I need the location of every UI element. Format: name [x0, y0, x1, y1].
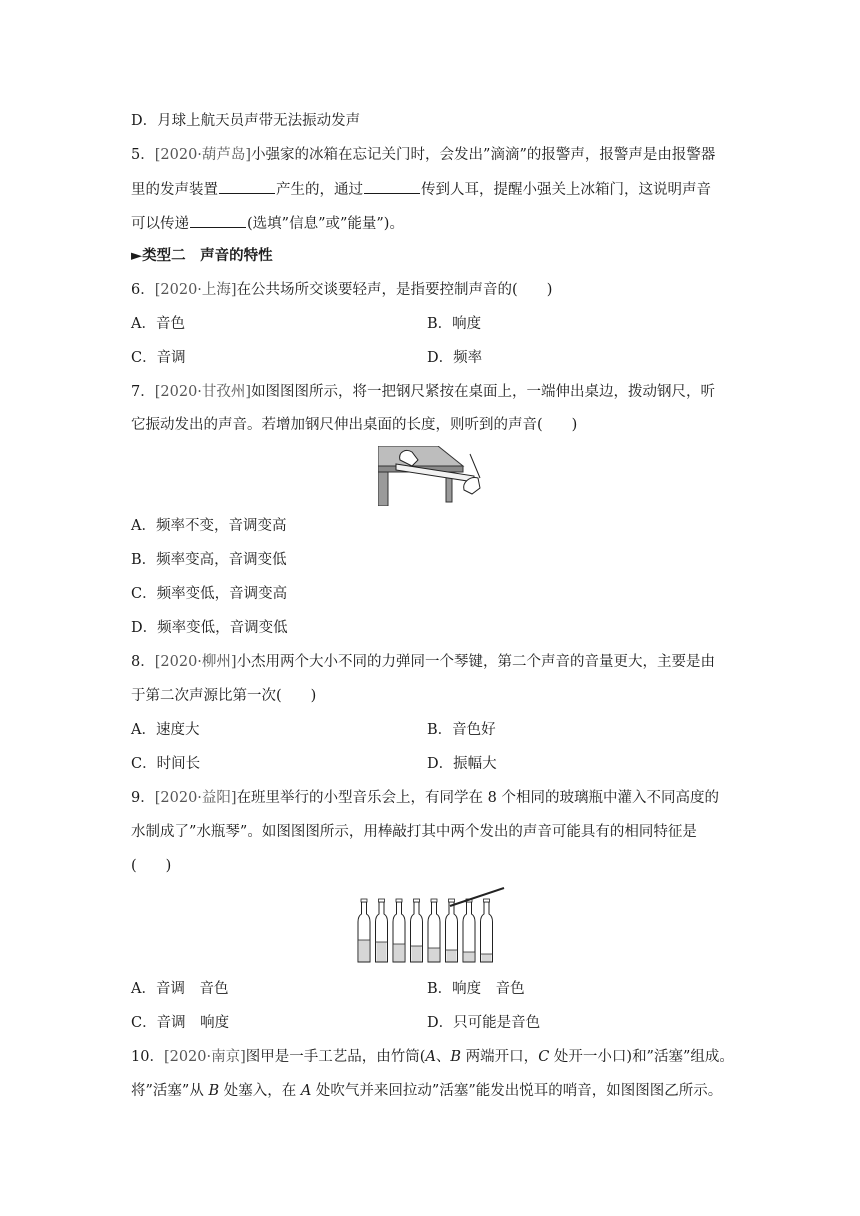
q8-option-b: B．音色好	[427, 722, 496, 738]
q10-label-b: B	[450, 1049, 462, 1065]
bottle	[428, 899, 440, 962]
q4-option-d: D．月球上航天员声带无法振动发声	[131, 113, 361, 129]
q5-text-3a: 可以传递	[131, 216, 189, 232]
q7-option-a: A．频率不变，音调变高	[131, 518, 287, 534]
q7-option-b: B．频率变高，音调变低	[131, 552, 287, 568]
q9-line3: ( )	[131, 858, 172, 874]
q5-line1	[131, 145, 715, 165]
q5-source: [2020·葫芦岛]	[154, 147, 252, 163]
q10-line2	[131, 1081, 722, 1101]
bottle	[463, 899, 475, 962]
bottle-water	[429, 948, 439, 962]
q10-number: 10．	[131, 1049, 164, 1065]
q8-line2: 于第二次声源比第一次( )	[131, 688, 317, 704]
q6-number: 6．	[131, 282, 155, 298]
q9-line1	[131, 788, 719, 808]
ruler-on-table-figure	[378, 446, 482, 506]
q8-option-a: A．速度大	[131, 722, 200, 738]
q5-text-3b: (选填”信息”或”能量”)。	[247, 216, 404, 232]
bottle	[446, 899, 458, 962]
bottle	[376, 899, 388, 962]
bottle-water	[359, 940, 369, 962]
q7-option-d: D．频率变低，音调变低	[131, 620, 288, 636]
q8-line1	[131, 652, 715, 672]
bottle-water	[447, 950, 457, 962]
q6-source: [2020·上海]	[154, 282, 237, 298]
q5-text-2b: 产生的，通过	[276, 182, 363, 198]
q5-blank-1[interactable]	[219, 179, 275, 194]
q6-stem-text: 在公共场所交谈要轻声，是指要控制声音的( )	[236, 282, 553, 298]
q9-source: [2020·益阳]	[154, 790, 237, 806]
bottle-water	[377, 942, 387, 962]
q6-option-d: D．频率	[427, 350, 483, 366]
q5-text-2a: 里的发声装置	[131, 182, 218, 198]
q10-source: [2020·南京]	[163, 1049, 246, 1065]
q9-option-a: A．音调 音色	[131, 981, 229, 997]
q9-stem-1: 在班里举行的小型音乐会上，有同学在 8 个相同的玻璃瓶中灌入不同高度的	[236, 790, 720, 806]
q8-stem-1: 小杰用两个大小不同的力弹同一个琴键，第二个声音的音量更大，主要是由	[236, 654, 716, 670]
q10-text-1b: 两端开口，	[461, 1049, 539, 1065]
q5-blank-2[interactable]	[364, 179, 420, 194]
striking-rod	[450, 888, 504, 906]
q10-text-2a: 将”活塞”从	[131, 1083, 209, 1099]
bottle	[411, 899, 423, 962]
bottle	[358, 899, 370, 962]
bottle	[393, 899, 405, 962]
q8-source: [2020·柳州]	[154, 654, 237, 670]
q6-option-a: A．音色	[131, 316, 185, 332]
q10-sep: 、	[435, 1049, 451, 1065]
q7-line2: 它振动发出的声音。若增加钢尺伸出桌面的长度，则听到的声音( )	[131, 417, 578, 433]
q9-option-c: C．音调 响度	[131, 1015, 230, 1031]
q10-label-c: C	[538, 1049, 550, 1065]
q9-option-b: B．响度 音色	[427, 981, 525, 997]
q10-label-b2: B	[208, 1083, 220, 1099]
q7-stem-1: 如图图图所示，将一把钢尺紧按在桌面上，一端伸出桌边，拨动钢尺，听	[251, 384, 716, 400]
q9-number: 9．	[131, 790, 155, 806]
q10-label-a: A	[425, 1049, 436, 1065]
bottle-water	[412, 946, 422, 962]
q5-line2	[131, 179, 711, 200]
q9-line2: 水制成了”水瓶琴”。如图图图所示，用棒敲打其中两个发出的声音可能具有的相同特征是	[131, 824, 697, 840]
q10-label-a2: A	[300, 1083, 312, 1099]
bottle-water	[394, 944, 404, 962]
q5-text-2c: 传到人耳，提醒小强关上冰箱门，这说明声音	[421, 182, 711, 198]
q10-text-2b: 处塞入，在	[219, 1083, 301, 1099]
q7-option-c: C．频率变低，音调变高	[131, 586, 288, 602]
bottle-water	[482, 954, 492, 962]
q5-blank-3[interactable]	[190, 213, 246, 228]
q6-option-c: C．音调	[131, 350, 186, 366]
q10-text-1a: 图甲是一手工艺品，由竹筒(	[245, 1049, 426, 1065]
q10-text-1c: 处开一小口)和”活塞”组成。	[549, 1049, 734, 1065]
q5-number: 5．	[131, 147, 155, 163]
bottle	[481, 899, 493, 962]
q7-line1	[131, 382, 715, 402]
water-bottles-figure	[352, 884, 508, 966]
q5-line3	[131, 213, 404, 234]
q7-number: 7．	[131, 384, 155, 400]
q6-option-b: B．响度	[427, 316, 482, 332]
q8-option-d: D．振幅大	[427, 756, 497, 772]
q5-stem-1: 小强家的冰箱在忘记关门时，会发出”滴滴”的报警声，报警声是由报警器	[251, 147, 716, 163]
bottle-water	[464, 952, 474, 962]
section-heading-type2: ►类型二 声音的特性	[131, 247, 273, 264]
q8-option-c: C．时间长	[131, 756, 201, 772]
q7-source: [2020·甘孜州]	[154, 384, 252, 400]
q6-stem	[131, 280, 552, 300]
q9-option-d: D．只可能是音色	[427, 1015, 541, 1031]
q8-number: 8．	[131, 654, 155, 670]
q10-line1	[131, 1047, 734, 1067]
q10-text-2c: 处吹气并来回拉动”活塞”能发出悦耳的哨音，如图图图乙所示。	[311, 1083, 723, 1099]
